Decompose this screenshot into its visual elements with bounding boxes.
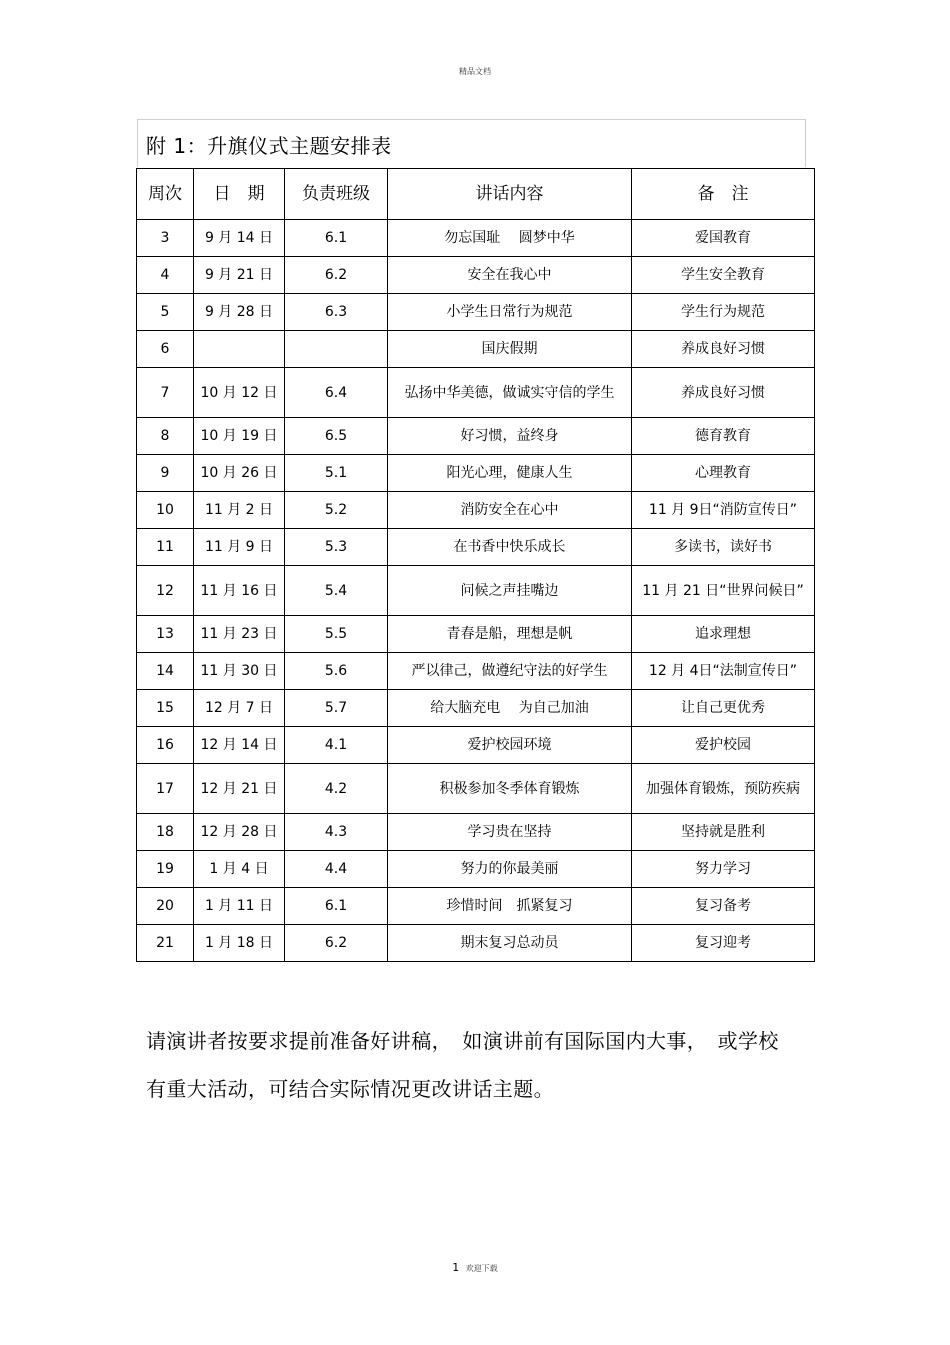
footer-instructions: [146, 1017, 826, 1113]
cell-week: 16: [137, 727, 194, 764]
cell-remark: 多读书，读好书: [632, 529, 815, 566]
cell-remark: 11 月 21 日“世界问候日”: [632, 566, 815, 616]
table-row: [137, 455, 815, 492]
cell-remark: 努力学习: [632, 851, 815, 888]
cell-date: 12 月 7 日: [194, 690, 285, 727]
cell-content: 珍惜时间 抓紧复习: [388, 888, 632, 925]
cell-class: 4.2: [285, 764, 388, 814]
cell-content: 严以律己，做遵纪守法的好学生: [388, 653, 632, 690]
cell-week: 15: [137, 690, 194, 727]
page-title: 附 1：升旗仪式主题安排表: [146, 134, 392, 158]
table-row: [137, 888, 815, 925]
table-header-row: [137, 169, 815, 220]
cell-date: 10 月 19 日: [194, 418, 285, 455]
cell-week: 13: [137, 616, 194, 653]
title-box: [137, 119, 806, 167]
cell-class: 6.1: [285, 220, 388, 257]
cell-content: 青春是船，理想是帆: [388, 616, 632, 653]
cell-week: 19: [137, 851, 194, 888]
cell-week: 5: [137, 294, 194, 331]
cell-class: 5.3: [285, 529, 388, 566]
header-note: 精品文档: [459, 67, 491, 76]
cell-date: 1 月 11 日: [194, 888, 285, 925]
cell-date: 11 月 9 日: [194, 529, 285, 566]
cell-date: 12 月 28 日: [194, 814, 285, 851]
table-body: [137, 220, 815, 962]
table-row: [137, 529, 815, 566]
cell-content: 阳光心理，健康人生: [388, 455, 632, 492]
table-row: [137, 331, 815, 368]
cell-date: 1 月 18 日: [194, 925, 285, 962]
table-row: [137, 653, 815, 690]
cell-class: 5.2: [285, 492, 388, 529]
cell-content: 弘扬中华美德，做诚实守信的学生: [388, 368, 632, 418]
cell-content: 安全在我心中: [388, 257, 632, 294]
cell-remark: 追求理想: [632, 616, 815, 653]
cell-remark: 养成良好习惯: [632, 368, 815, 418]
table-row: [137, 418, 815, 455]
table-row: [137, 814, 815, 851]
cell-week: 17: [137, 764, 194, 814]
cell-date: 11 月 23 日: [194, 616, 285, 653]
cell-remark: 爱护校园: [632, 727, 815, 764]
table-row: [137, 764, 815, 814]
cell-date: 1 月 4 日: [194, 851, 285, 888]
table-row: [137, 690, 815, 727]
header-week: 周次: [137, 169, 194, 220]
cell-week: 6: [137, 331, 194, 368]
cell-content: 在书香中快乐成长: [388, 529, 632, 566]
cell-content: 学习贵在坚持: [388, 814, 632, 851]
cell-content: 好习惯，益终身: [388, 418, 632, 455]
cell-class: 6.1: [285, 888, 388, 925]
cell-content: 努力的你最美丽: [388, 851, 632, 888]
cell-class: 4.4: [285, 851, 388, 888]
cell-week: 7: [137, 368, 194, 418]
cell-remark: 学生行为规范: [632, 294, 815, 331]
cell-remark: 心理教育: [632, 455, 815, 492]
header-date: 日 期: [194, 169, 285, 220]
cell-remark: 德育教育: [632, 418, 815, 455]
cell-remark: 坚持就是胜利: [632, 814, 815, 851]
cell-date: 10 月 12 日: [194, 368, 285, 418]
cell-date: 9 月 14 日: [194, 220, 285, 257]
page-number: 1: [452, 1261, 460, 1274]
table-row: [137, 727, 815, 764]
cell-class: 4.1: [285, 727, 388, 764]
table-row: [137, 257, 815, 294]
footer-line-1: 请演讲者按要求提前准备好讲稿， 如演讲前有国际国内大事， 或学校: [146, 1029, 779, 1053]
cell-class: 5.5: [285, 616, 388, 653]
cell-remark: 11 月 9日“消防宣传日”: [632, 492, 815, 529]
cell-class: 5.4: [285, 566, 388, 616]
cell-week: 11: [137, 529, 194, 566]
cell-remark: 加强体育锻炼，预防疾病: [632, 764, 815, 814]
cell-date: [194, 331, 285, 368]
cell-remark: 复习备考: [632, 888, 815, 925]
cell-date: 11 月 30 日: [194, 653, 285, 690]
cell-class: 5.7: [285, 690, 388, 727]
page-footer-note: 欢迎下载: [465, 1264, 498, 1273]
cell-class: 6.2: [285, 925, 388, 962]
cell-week: 12: [137, 566, 194, 616]
cell-class: 6.2: [285, 257, 388, 294]
cell-remark: 养成良好习惯: [632, 331, 815, 368]
cell-week: 10: [137, 492, 194, 529]
header-content: 讲话内容: [388, 169, 632, 220]
cell-week: 18: [137, 814, 194, 851]
cell-content: 给大脑充电 为自己加油: [388, 690, 632, 727]
cell-content: 积极参加冬季体育锻炼: [388, 764, 632, 814]
cell-class: 4.3: [285, 814, 388, 851]
table-row: [137, 492, 815, 529]
cell-week: 3: [137, 220, 194, 257]
cell-content: 期末复习总动员: [388, 925, 632, 962]
cell-class: 6.3: [285, 294, 388, 331]
cell-week: 21: [137, 925, 194, 962]
cell-class: 6.4: [285, 368, 388, 418]
cell-content: 爱护校园环境: [388, 727, 632, 764]
schedule-table: [136, 168, 815, 962]
cell-week: 9: [137, 455, 194, 492]
footer-line-2: 有重大活动，可结合实际情况更改讲话主题。: [146, 1077, 554, 1101]
page-footer: [0, 1261, 950, 1274]
cell-content: 国庆假期: [388, 331, 632, 368]
table-row: [137, 851, 815, 888]
cell-remark: 12 月 4日“法制宣传日”: [632, 653, 815, 690]
cell-class: [285, 331, 388, 368]
cell-date: 9 月 28 日: [194, 294, 285, 331]
cell-date: 11 月 16 日: [194, 566, 285, 616]
cell-class: 6.5: [285, 418, 388, 455]
cell-week: 20: [137, 888, 194, 925]
table-row: [137, 368, 815, 418]
cell-date: 9 月 21 日: [194, 257, 285, 294]
header-remark: 备 注: [632, 169, 815, 220]
cell-remark: 让自己更优秀: [632, 690, 815, 727]
cell-remark: 学生安全教育: [632, 257, 815, 294]
header-class: 负责班级: [285, 169, 388, 220]
cell-remark: 复习迎考: [632, 925, 815, 962]
table-row: [137, 294, 815, 331]
cell-week: 8: [137, 418, 194, 455]
cell-date: 10 月 26 日: [194, 455, 285, 492]
table-row: [137, 566, 815, 616]
table-row: [137, 220, 815, 257]
cell-content: 消防安全在心中: [388, 492, 632, 529]
cell-class: 5.1: [285, 455, 388, 492]
cell-week: 14: [137, 653, 194, 690]
table-row: [137, 925, 815, 962]
cell-week: 4: [137, 257, 194, 294]
table-row: [137, 616, 815, 653]
cell-remark: 爱国教育: [632, 220, 815, 257]
cell-date: 12 月 21 日: [194, 764, 285, 814]
cell-date: 11 月 2 日: [194, 492, 285, 529]
cell-content: 小学生日常行为规范: [388, 294, 632, 331]
cell-date: 12 月 14 日: [194, 727, 285, 764]
cell-class: 5.6: [285, 653, 388, 690]
cell-content: 问候之声挂嘴边: [388, 566, 632, 616]
cell-content: 勿忘国耻 圆梦中华: [388, 220, 632, 257]
